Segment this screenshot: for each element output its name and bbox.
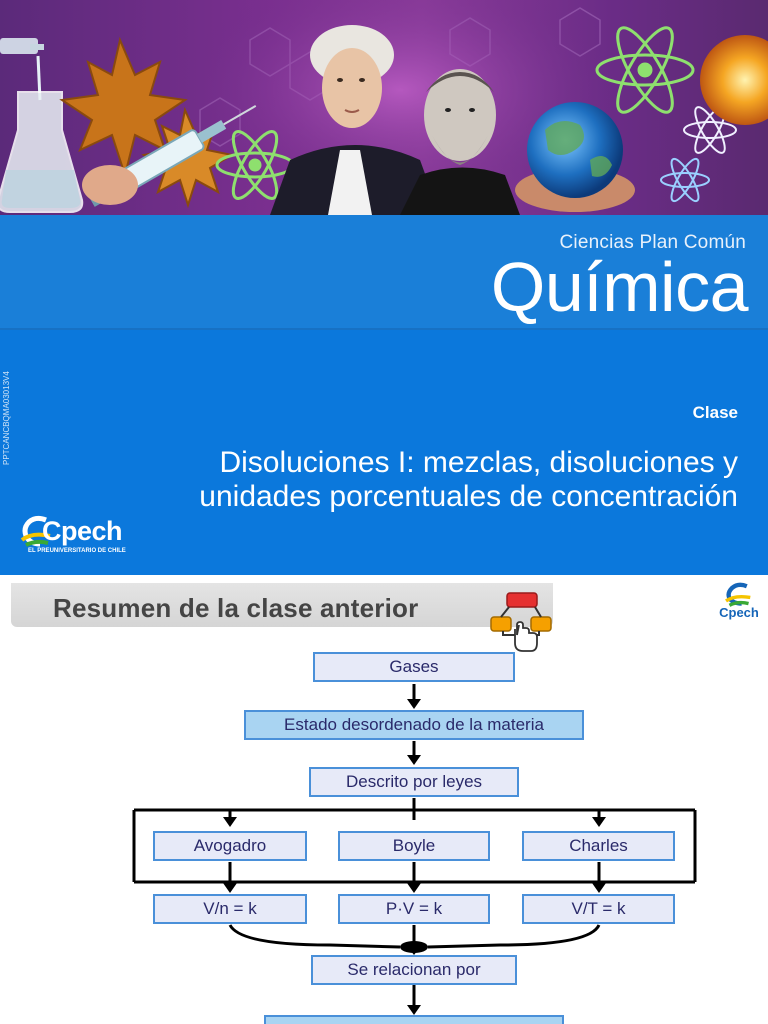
logo-wordmark: Cpech	[42, 516, 123, 546]
flow-box-laws: Descrito por leyes	[309, 767, 519, 797]
flow-box-avogadro-eq: V/n = k	[153, 894, 307, 924]
header-banner	[0, 0, 768, 215]
class-title-line-1: Disoluciones I: mezclas, disoluciones y	[219, 446, 738, 479]
title-band	[0, 215, 768, 330]
flow-box-related: Se relacionan por	[311, 955, 517, 985]
flow-box-avogadro: Avogadro	[153, 831, 307, 861]
banner-collage	[0, 0, 768, 215]
fire-burst	[700, 35, 768, 125]
section-title: Resumen de la clase anterior	[53, 593, 419, 623]
flow-box-boyle-eq: P·V = k	[338, 894, 490, 924]
flow-box-next-partial	[264, 1015, 564, 1024]
atom-icon	[661, 156, 709, 205]
flow-box-charles: Charles	[522, 831, 675, 861]
flow-box-gases: Gases	[313, 652, 515, 682]
connector-merge-right	[428, 925, 599, 947]
connector-merge-left	[230, 925, 400, 947]
class-title-line-2: unidades porcentuales de concentración	[199, 480, 738, 513]
program-label: Ciencias Plan Común	[559, 232, 746, 253]
flow-box-state: Estado desordenado de la materia	[244, 710, 584, 740]
cpech-logo	[20, 514, 130, 560]
document-code	[2, 355, 16, 465]
logo-wordmark-small: Cpech	[719, 605, 759, 620]
flask-icon	[0, 38, 82, 212]
flow-box-charles-eq: V/T = k	[522, 894, 675, 924]
subject-title: Química	[490, 248, 748, 326]
document-code-text: PPTCANCBQMA03013V4	[2, 371, 11, 465]
summary-slide	[0, 575, 768, 1024]
class-title	[138, 446, 738, 514]
flow-box-boyle: Boyle	[338, 831, 490, 861]
class-label: Clase	[692, 403, 738, 422]
logo-tagline: EL PREUNIVERSITARIO DE CHILE	[28, 548, 126, 554]
